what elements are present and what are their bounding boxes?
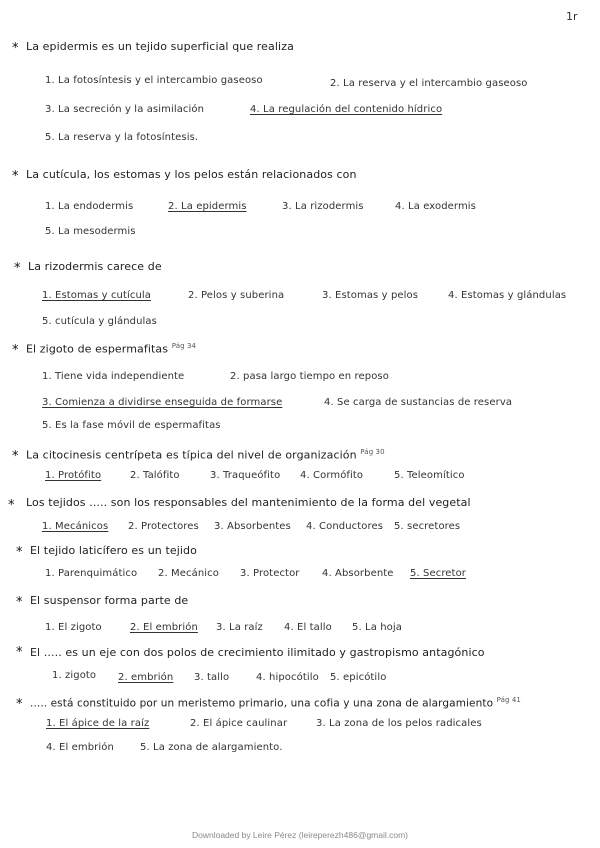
question-8: El suspensor forma parte de — [30, 594, 189, 607]
q2-option-5: 5. La mesodermis — [45, 226, 136, 237]
q3-option-4: 4. Estomas y glándulas — [448, 290, 567, 301]
bullet-star: * — [14, 261, 21, 276]
bullet-star: * — [16, 595, 23, 610]
q10-option-1-text: 1. El ápice de la raíz — [46, 718, 150, 729]
q8-option-2: 2. El embrión — [130, 622, 198, 633]
q7-option-5: 5. Secretor — [410, 568, 467, 579]
q8-option-3: 3. La raíz — [216, 622, 263, 633]
q8-option-4: 4. El tallo — [284, 622, 332, 633]
q1-option-2: 2. La reserva y el intercambio gaseoso — [330, 78, 528, 89]
q8-option-1: 1. El zigoto — [45, 622, 102, 633]
q5-option-2: 2. Talófito — [130, 470, 180, 481]
question-3: La rizodermis carece de — [28, 260, 162, 273]
question-5 — [26, 448, 385, 462]
q1-option-4: 4. La regulación del contenido hídrico — [250, 104, 443, 115]
q3-option-5: 5. cutícula y glándulas — [42, 316, 157, 327]
q9-option-2: 2. embrión — [118, 672, 174, 683]
bullet-star: * — [12, 343, 19, 358]
q9-option-5: 5. epicótilo — [330, 672, 387, 683]
q3-option-2: 2. Pelos y suberina — [188, 290, 285, 301]
question-2: La cutícula, los estomas y los pelos están relacionados con — [26, 168, 357, 181]
q6-option-1: 1. Mecánicos — [42, 521, 109, 532]
q1-option-5: 5. La reserva y la fotosíntesis. — [45, 132, 199, 143]
q6-option-4: 4. Conductores — [306, 521, 384, 532]
q4-option-3: 3. Comienza a dividirse enseguida de formarse — [42, 397, 283, 408]
q10-option-2: 2. El ápice caulinar — [190, 718, 288, 729]
bullet-star: * — [12, 449, 19, 464]
q2-option-1: 1. La endodermis — [45, 201, 134, 212]
page-reference: Pág 41 — [496, 696, 521, 704]
q9-option-3: 3. tallo — [194, 672, 230, 683]
bullet-star: * — [12, 41, 19, 56]
question-5-text: La citocinesis centrípeta es típica del nivel de organización — [26, 448, 357, 462]
q10-option-4: 4. El embrión — [46, 742, 114, 753]
q5-option-1: 1. Protófito — [45, 470, 102, 481]
question-7: El tejido laticífero es un tejido — [30, 544, 197, 557]
bullet-star: * — [16, 545, 23, 560]
question-1: La epidermis es un tejido superficial que realiza — [26, 40, 294, 53]
q2-option-3: 3. La rizodermis — [282, 201, 364, 212]
q9-option-1: 1. zigoto — [52, 670, 97, 681]
q7-option-2: 2. Mecánico — [158, 568, 219, 579]
page-number: 1r — [566, 10, 578, 23]
q6-option-5: 5. secretores — [394, 521, 461, 532]
q5-option-4: 4. Cormófito — [300, 470, 364, 481]
q6-option-2: 2. Protectores — [128, 521, 199, 532]
bullet-star: * — [12, 169, 19, 184]
download-footer: Downloaded by Leire Pérez (leireperezh486@gmail.com) — [191, 830, 409, 840]
q4-option-2: 2. pasa largo tiempo en reposo — [230, 371, 389, 382]
question-9: El ..... es un eje con dos polos de crecimiento ilimitado y gastropismo antagónico — [30, 646, 485, 659]
q10-option-3: 3. La zona de los pelos radicales — [316, 718, 482, 729]
question-10 — [30, 696, 521, 710]
page-reference: Pág 30 — [360, 448, 385, 456]
bullet-star: * — [16, 697, 23, 712]
bullet-star: * — [8, 498, 15, 513]
q2-option-4: 4. La exodermis — [395, 201, 476, 212]
q7-option-1: 1. Parenquimático — [45, 568, 138, 579]
q10-option-5: 5. La zona de alargamiento. — [140, 742, 283, 753]
question-6: Los tejidos ..... son los responsables del mantenimiento de la forma del vegetal — [26, 496, 471, 509]
q7-option-4: 4. Absorbente — [322, 568, 394, 579]
bullet-star: * — [16, 645, 23, 660]
q4-option-5: 5. Es la fase móvil de espermafitas — [42, 420, 221, 431]
q5-option-3: 3. Traqueófito — [210, 470, 281, 481]
q4-option-1: 1. Tiene vida independiente — [42, 371, 185, 382]
q8-option-5: 5. La hoja — [352, 622, 402, 633]
q1-option-1: 1. La fotosíntesis y el intercambio gaseoso — [45, 75, 263, 86]
question-4 — [26, 342, 196, 356]
question-4-text: El zigoto de espermafitas — [26, 342, 169, 356]
page-reference: Pág 34 — [171, 342, 197, 350]
q4-option-4: 4. Se carga de sustancias de reserva — [324, 397, 513, 408]
q3-option-3: 3. Estomas y pelos — [322, 290, 419, 301]
question-10-text: ..... está constituido por un meristemo primario, una cofia y una zona de alargamiento — [30, 697, 494, 710]
q9-option-4: 4. hipocótilo — [256, 672, 319, 683]
q3-option-1: 1. Estomas y cutícula — [42, 290, 152, 301]
q5-option-5: 5. Teleomítico — [394, 470, 465, 481]
q6-option-3: 3. Absorbentes — [214, 521, 291, 532]
q10-option-1 — [46, 718, 149, 729]
q7-option-3: 3. Protector — [240, 568, 300, 579]
q2-option-2: 2. La epidermis — [168, 201, 247, 212]
q1-option-3: 3. La secreción y la asimilación — [45, 104, 205, 115]
